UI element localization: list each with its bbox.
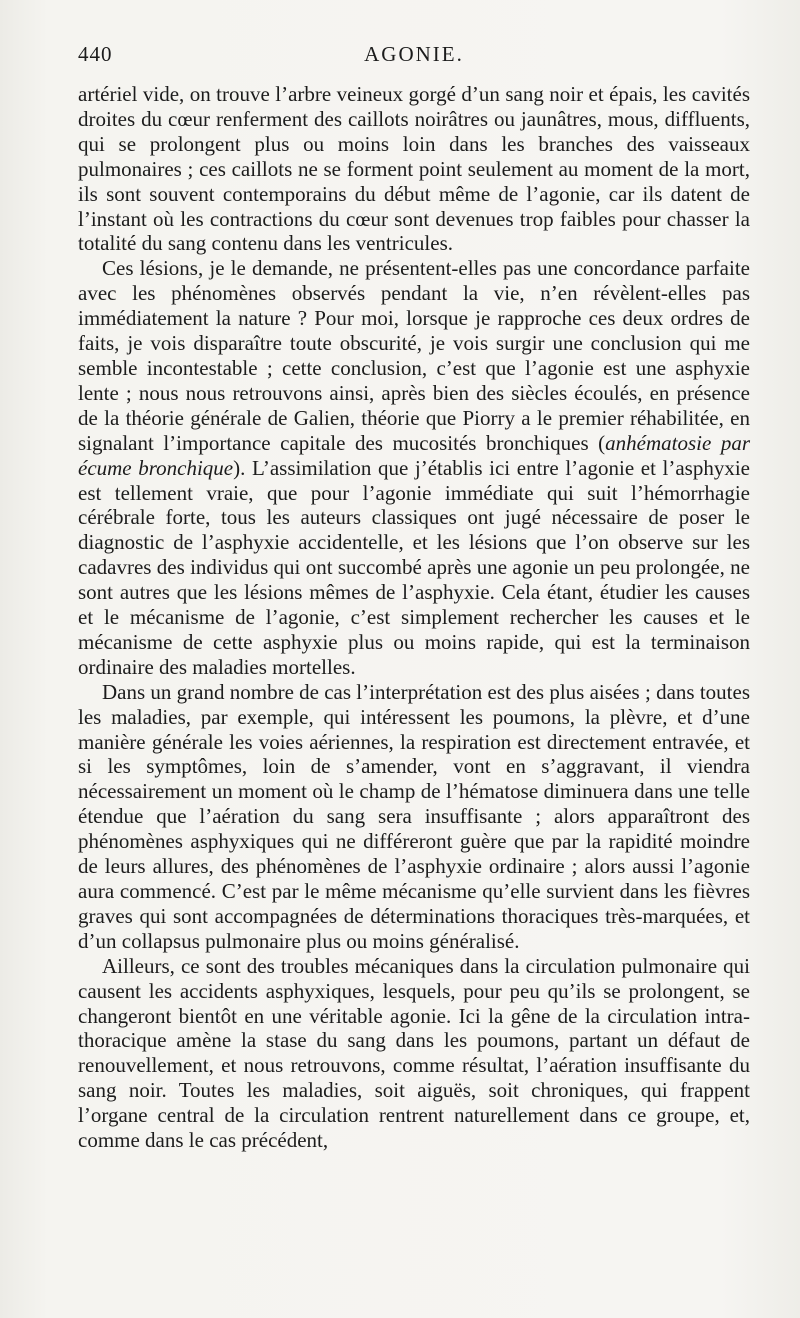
- paragraph-continued: artériel vide, on trouve l’arbre veineux gorgé d’un sang noir et épais, les cavités droites du cœur renferment des caillots noirâtres ou jaunâtres, mous, diffluents, qui se prolongent plus ou moins loin dans les branches des vaisseaux pulmonaires ; ces caillots ne se forment point seulement au moment de la mort, ils sont souvent contemporains du début même de l’agonie, car ils datent de l’instant où les contractions du cœur sont devenues trop faibles pour chasser la totalité du sang contenu dans les ventricules.: [78, 82, 750, 256]
- paragraph: Dans un grand nombre de cas l’interprétation est des plus aisées ; dans toutes les maladies, par exemple, qui intéressent les poumons, la plèvre, et d’une manière générale les voies aériennes, la respiration est directement entravée, et si les symptômes, loin de s’amender, vont en s’aggravant, il viendra nécessairement un moment où le champ de l’hématose diminuera dans une telle étendue que l’aération du sang sera insuffisante ; alors apparaîtront des phénomènes asphyxiques qui ne différeront guère que par la rapidité moindre de leurs allures, des phénomènes de l’asphyxie ordinaire ; alors aussi l’agonie aura commencé. C’est par le même mécanisme qu’elle survient dans les fièvres graves qui sont accompagnées de déterminations thoraciques très-marquées, et d’un collapsus pulmonaire plus ou moins généralisé.: [78, 679, 750, 953]
- running-head: [78, 42, 750, 72]
- paragraph: [78, 256, 750, 679]
- page-number: 440: [78, 42, 113, 66]
- paragraph-text: ). L’assimilation que j’établis ici entre l’agonie et l’asphyxie est tellement vraie, que pour l’agonie immédiate qui suit l’hémorrhagie cérébrale forte, tous les auteurs classiques ont jugé nécessaire de poser le diagnostic de l’asphyxie accidentelle, et les lésions que l’on observe sur les cadavres des individus qui ont succombé après une agonie un peu prolongée, ne sont autres que les lésions mêmes de l’asphyxie. Cela étant, étudier les causes et le mécanisme de l’agonie, c’est simplement rechercher les causes et le mécanisme de cette asphyxie plus ou moins rapide, qui est la terminaison ordinaire des maladies mortelles.: [78, 455, 750, 679]
- paragraph: Ailleurs, ce sont des troubles mécaniques dans la circulation pulmonaire qui causent les accidents asphyxiques, lesquels, pour peu qu’ils se prolongent, se changeront bientôt en une véritable agonie. Ici la gêne de la circulation intra-thoracique amène la stase du sang dans les poumons, partant un défaut de renouvellement, et nous retrouvons, comme résultat, l’aération insuffisante du sang noir. Toutes les maladies, soit aiguës, soit chroniques, qui frappent l’organe central de la circulation rentrent naturellement dans ce groupe, et, comme dans le cas précédent,: [78, 953, 750, 1153]
- paragraph-text: Ces lésions, je le demande, ne présentent-elles pas une concordance parfaite avec les phénomènes observés pendant la vie, n’en révèlent-elles pas immédiatement la nature ? Pour moi, lorsque je rapproche ces deux ordres de faits, je vois disparaître toute obscurité, je vois surgir une conclusion qui me semble incontestable ; cette conclusion, c’est que l’agonie est une asphyxie lente ; nous nous retrouvons ainsi, après bien des siècles écoulés, en présence de la théorie générale de Galien, théorie que Piorry a le premier réhabilitée, en signalant l’importance capitale des mucosités bronchiques (: [78, 256, 750, 455]
- body-text: [78, 82, 750, 1153]
- running-title: AGONIE.: [364, 42, 464, 66]
- italic-term: anhématosie par écume bronchique: [78, 430, 750, 480]
